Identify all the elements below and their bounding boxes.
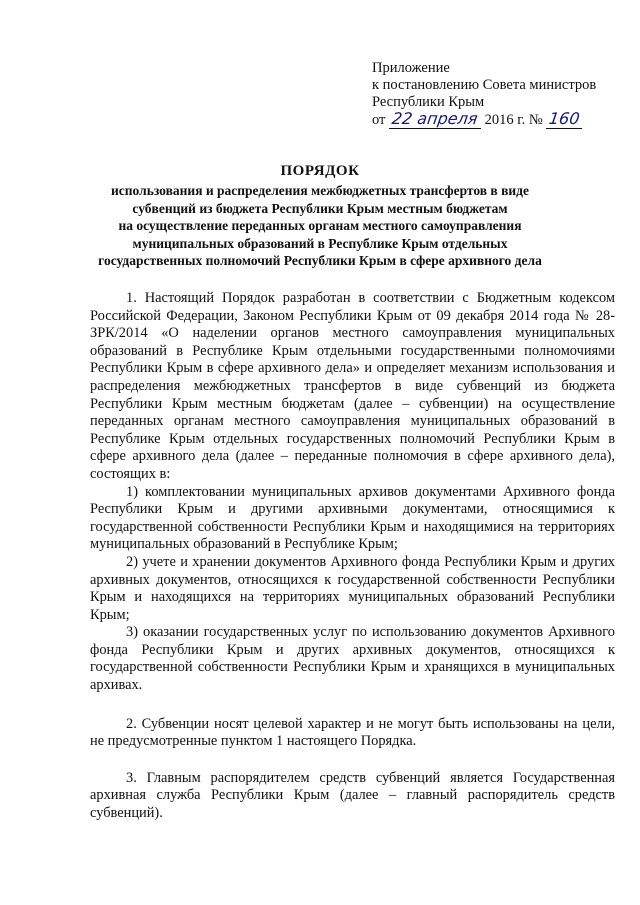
paragraph-spacer	[90, 751, 615, 770]
date-prefix: от	[372, 112, 386, 128]
date-line	[372, 111, 632, 129]
paragraph-2: 2. Субвенции носят целевой характер и не могут быть использованы на цели, не предусмотренные пунктом 1 настоящего Порядка.	[90, 715, 615, 750]
handwritten-date: 22 апреля	[390, 109, 480, 128]
handwritten-number: 160	[547, 109, 581, 128]
resolution-reference: к постановлению Совета министров	[372, 77, 597, 93]
subtitle-line: субвенций из бюджета Республики Крым местным бюджетам	[132, 200, 508, 216]
paragraph-1-item-1: 1) комплектовании муниципальных архивов документами Архивного фонда Республики Крым и другими архивными документами, относящимися к государственной собственности Республики Крым и находящимися на территориях муниципальных образований в Республике Крым;	[90, 483, 615, 553]
paragraph-3: 3. Главным распорядителем средств субвенций является Государственная архивная служба Республики Крым (далее – главный распорядитель средств субвенций).	[90, 769, 615, 822]
paragraph-1-item-3: 3) оказании государственных услуг по использованию документов Архивного фонда Республики Крым и других архивных документов, относящихся к государственной собственности Республики Крым и хранящихся в муниципальных архивах.	[90, 624, 615, 694]
appendix-header	[372, 60, 632, 129]
year-text: 2016 г. №	[484, 112, 543, 128]
document-title: ПОРЯДОК	[280, 163, 360, 179]
appendix-label: Приложение	[372, 60, 450, 76]
subtitle-line: государственных полномочий Республики Крым в сфере архивного дела	[98, 253, 542, 268]
paragraph-1: 1. Настоящий Порядок разработан в соответствии с Бюджетным кодексом Российской Федерации, Законом Республики Крым от 09 декабря 2014 года № 28-ЗРК/2014 «О наделении органов местного самоуправления муниципальных образований в Республике Крым отдельными государственными полномочиями Республики Крым в сфере архивного дела» и определяет механизм использования и распределения межбюджетных трансфертов в виде субвенций из бюджета Республики Крым местным бюджетам (далее – субвенции) на осуществление переданных органам местного самоуправления муниципальных образований в Республике Крым отдельных государственных полномочий Республики Крым в сфере архивного дела (далее – переданные полномочия в сфере архивного дела), состоящих в:	[90, 290, 615, 482]
paragraph-1-item-2: 2) учете и хранении документов Архивного фонда Республики Крым и других архивных документов, относящихся к государственной собственности Республики Крым и находящихся на территориях муниципальных образований Республики Крым;	[90, 553, 615, 623]
paragraph-spacer	[90, 695, 615, 716]
subtitle-line: на осуществление переданных органам местного самоуправления	[118, 218, 522, 233]
subtitle-line: использования и распределения межбюджетных трансфертов в виде	[111, 183, 529, 198]
subtitle-line: муниципальных образований в Республике Крым отдельных	[132, 235, 508, 251]
document-body	[90, 290, 615, 823]
document-subtitle	[90, 182, 550, 270]
republic-name: Республики Крым	[372, 94, 485, 110]
